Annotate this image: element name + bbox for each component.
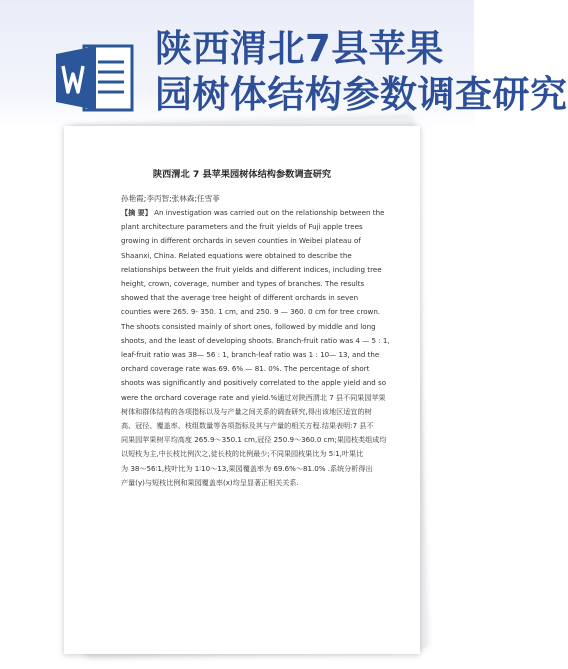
banner — [0, 0, 568, 130]
abstract-line: 树体和群体结构的各项指标以及与产量之间关系的调查研究,得出该地区适宜的树 — [121, 406, 372, 416]
banner-title — [155, 26, 568, 118]
abstract-line-text: An investigation was carried out on the relationship between the — [154, 208, 385, 217]
abstract-line: height, crown, coverage, number and types of branches. The results — [121, 279, 365, 289]
banner-title-line-1: 陕西渭北7县苹果 — [155, 27, 444, 70]
abstract-body — [121, 206, 411, 490]
abstract-line: shoots, and the least of developing shoots. Branch-fruit ratio was 4 — 5 : 1, — [121, 335, 390, 345]
abstract-line: leaf-fruit ratio was 38— 56 : 1, branch-leaf ratio was 1 : 10— 13, and the — [121, 350, 380, 360]
abstract-line: orchard coverage rate was 69. 6% — 81. 0%. The percentage of short — [121, 364, 370, 374]
abstract-line: 产量(y)与短枝比例和果园覆盖率(x)均呈显著正相关关系. — [121, 477, 299, 487]
document-authors: 孙艳霞;李丙智;张林森;任雪菲 — [121, 194, 220, 203]
abstract-line: shoots was significantly and positively correlated to the apple yield and so — [121, 378, 387, 388]
document-page — [64, 126, 420, 654]
abstract-line: relationships between the fruit yields and different indices, including tree — [121, 264, 382, 274]
abstract-line — [121, 206, 411, 220]
abstract-label: 【摘 要】 — [121, 208, 152, 217]
abstract-line: were the orchard coverage rate and yield.%通过对陕西渭北 7 县不同果园苹果 — [121, 392, 386, 402]
banner-title-line-2: 园树体结构参数调查研究 — [155, 73, 568, 116]
abstract-line: growing in different orchards in seven counties in Weibei plateau of — [121, 236, 361, 246]
abstract-line: counties were 265. 9- 350. 1 cm, and 250. 9 — 360. 0 cm for tree crown. — [121, 307, 381, 317]
abstract-line: 高、冠径、覆盖率、枝组数量等各项指标及其与产量的相关方程.结果表明:7 县不 — [121, 421, 374, 431]
abstract-line: 同果园苹果树平均高度 265.9～350.1 cm,冠径 250.9～360.0 cm;果园枝类组成均 — [121, 435, 387, 445]
abstract-line: showed that the average tree height of different orchards in seven — [121, 293, 359, 303]
abstract-line: plant architecture parameters and the fruit yields of Fuji apple trees — [121, 222, 363, 232]
abstract-line: 以短枝为主,中长枝比例次之,徒长枝的比例最少;不同果园枝果比为 5∶1,叶果比 — [121, 449, 364, 459]
document-title: 陕西渭北 7 县苹果园树体结构参数调查研究 — [152, 169, 332, 180]
abstract-line: The shoots consisted mainly of short ones, followed by middle and long — [121, 321, 376, 331]
word-document-icon — [54, 42, 134, 114]
abstract-line: Shaanxi, China. Related equations were obtained to describe the — [121, 250, 352, 260]
abstract-line: 为 38～56∶1,枝叶比为 1∶10～13,果园覆盖率为 69.6%～81.0% .系统分析得出 — [121, 463, 373, 473]
